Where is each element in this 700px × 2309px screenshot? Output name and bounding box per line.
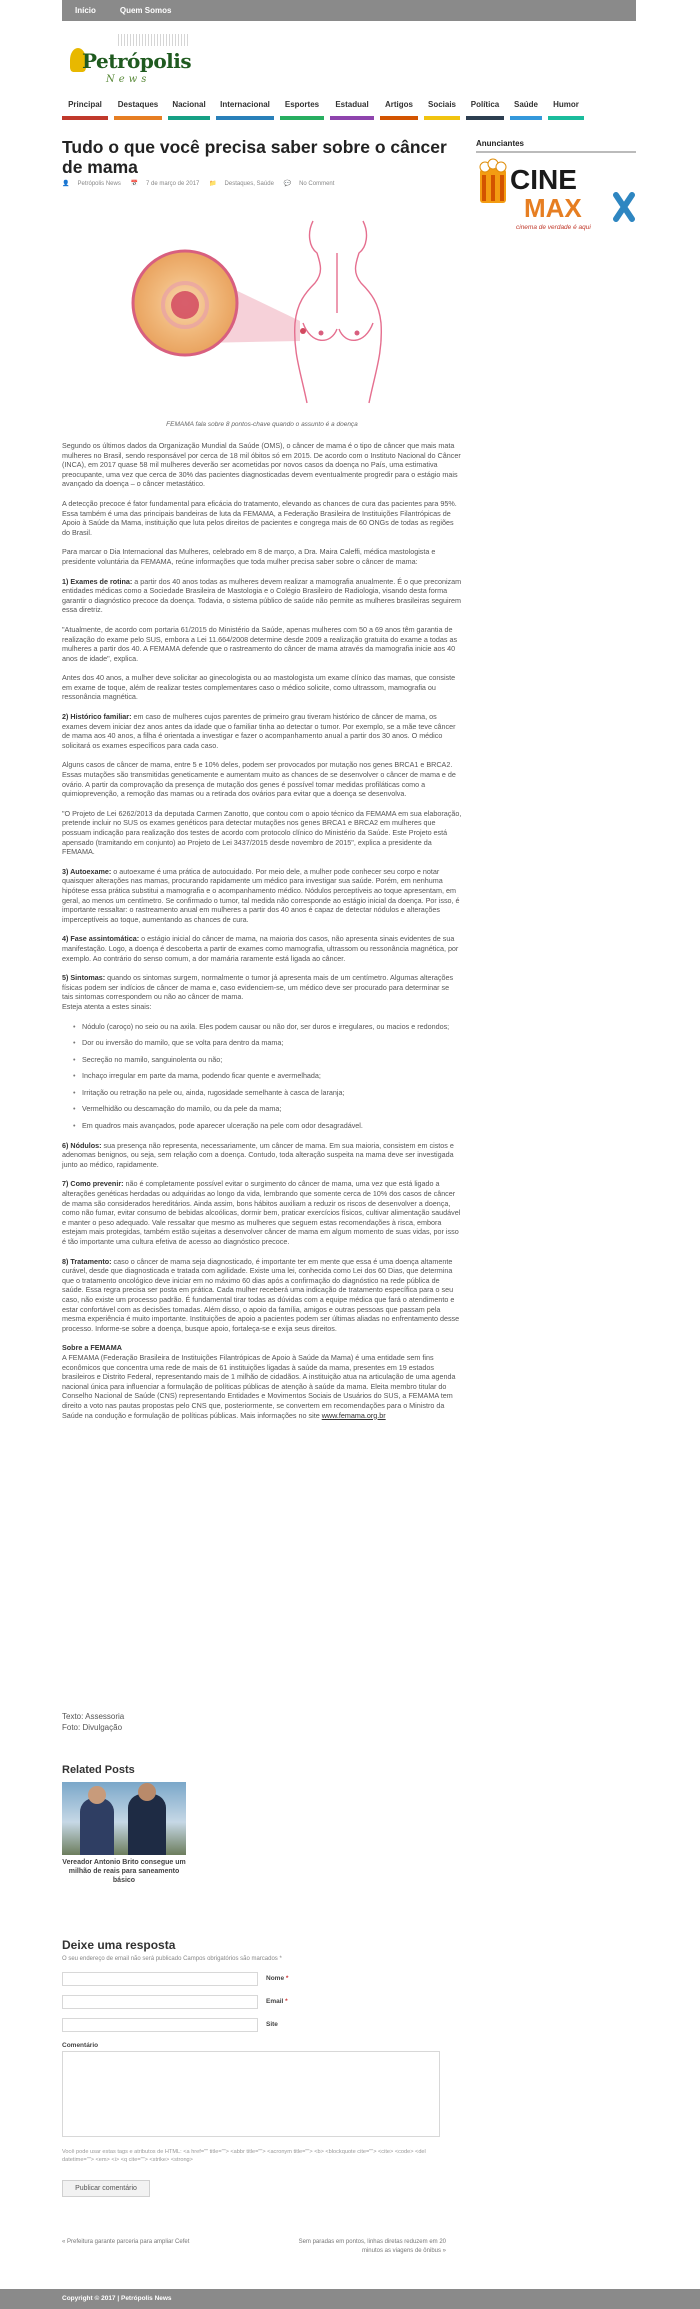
site-field[interactable] bbox=[62, 2018, 258, 2032]
name-label: Nome * bbox=[266, 1975, 289, 1982]
section-text: a partir dos 40 anos todas as mulheres devem realizar a mamografia anualmente. É o que preconizam entidades médicas como a Sociedade Brasileira de Mastologia e o Colégio Brasileiro de Radiologia, visando desta forma garantir o diagnóstico precoce da doença. Todavia, o sistema público de saúde não permite as mulheres brasileiras seguirem essa diretriz. bbox=[62, 576, 462, 615]
section-7 bbox=[62, 1179, 462, 1246]
list-item: • Nódulo (caroço) no seio ou na axila. Eles podem causar ou não dor, ser duros e irregulares, ou macios e redondos; bbox=[82, 1022, 462, 1032]
list-item: • Em quadros mais avançados, pode aparecer ulceração na pele com odor desagradável. bbox=[82, 1121, 462, 1131]
list-item: • Irritação ou retração na pele ou, ainda, rugosidade semelhante à casca de laranja; bbox=[82, 1088, 462, 1098]
section-text: o estágio inicial do câncer de mama, na maioria dos casos, não apresenta sinais evidentes de sua manifestação. Logo, a doença é descoberta a partir de exames como mamografia, ultrassom ou ressonância magnética, por exemplo. Ao contrário do senso comum, a dor mamária raramente está ligada ao câncer. bbox=[62, 934, 459, 963]
list-item: • Secreção no mamilo, sanguinolenta ou não; bbox=[82, 1055, 462, 1065]
sidebar-divider bbox=[476, 151, 636, 153]
article-body bbox=[62, 441, 462, 1430]
email-field[interactable] bbox=[62, 1995, 258, 2009]
footer-copyright: Copyright © 2017 | Petrópolis News bbox=[62, 2295, 172, 2302]
body-outline bbox=[295, 221, 382, 403]
nav-item-internacional[interactable]: Internacional bbox=[216, 98, 274, 120]
section-text: não é completamente possível evitar o surgimento do câncer de mama, uma vez que está ligado a alterações genéticas herdadas ou adquiridas ao longo da vida, lembrando que somente cerca de 10% dos casos de câncer de mama são considerados hereditários. Ainda assim, bons hábitos auxiliam a reduzir os riscos de desenvolver a doença, como não fumar, evitar consumo de bebidas alcoólicas, dormir bem, praticar exercícios físicos, cultivar alimentação saudável e manter o peso adequado. Vale ressaltar que mesmo as mulheres que seguem estas recomendações à risca, embora estejam mais protegidas, também estão sujeitas a desenvolver câncer de mama em algum momento de suas vidas, por isso é tão importante uma cultura efetiva de acesso ao diagnóstico precoce. bbox=[62, 1179, 461, 1246]
article-meta bbox=[62, 180, 342, 189]
ad-tagline: cinema de verdade é aqui bbox=[516, 224, 591, 231]
list-intro: Esteja atenta a estes sinais: bbox=[62, 1001, 152, 1011]
credit-text: Texto: Assessoria bbox=[62, 1712, 125, 1721]
section-text: em caso de mulheres cujos parentes de primeiro grau tiveram histórico de câncer de mama, os exames devem iniciar dez anos antes da idade que o familiar tinha ao detectar o tumor. Por exemplo, se a mãe teve câncer de mama aos 40 anos, a filha é orientada a investigar e fazer o acompanhamento anual a partir dos 30 anos. O médico solicitará os exames específicos para cada caso. bbox=[62, 712, 456, 750]
section-8 bbox=[62, 1257, 462, 1334]
related-post-title[interactable]: Vereador Antonio Brito consegue um milhão de reais para saneamento básico bbox=[62, 1859, 186, 1884]
section-5 bbox=[62, 973, 462, 1002]
main-navigation bbox=[62, 98, 636, 120]
section-6 bbox=[62, 1141, 462, 1170]
list-item: • Dor ou inversão do mamilo, que se volta para dentro da mama; bbox=[82, 1038, 462, 1048]
name-field[interactable] bbox=[62, 1972, 258, 1986]
section-heading: 2) Histórico familiar: bbox=[62, 712, 132, 722]
article-title: Tudo o que você precisa saber sobre o câncer de mama bbox=[62, 137, 447, 177]
list-item: • Vermelhidão ou descamação do mamilo, ou da pele da mama; bbox=[82, 1104, 462, 1114]
next-post-link[interactable]: Sem paradas em pontos, linhas diretas reduzem em 20 minutos as viagens de ônibus » bbox=[298, 2239, 446, 2254]
section-3 bbox=[62, 867, 462, 925]
nav-item-esportes[interactable]: Esportes bbox=[280, 98, 324, 120]
section-1 bbox=[62, 577, 462, 615]
top-link-inicio[interactable]: Início bbox=[75, 6, 96, 15]
site-label: Site bbox=[266, 2021, 278, 2028]
quote: "Atualmente, de acordo com portaria 61/2015 do Ministério da Saúde, apenas mulheres com 50 a 69 anos têm garantia de realização do exame pelo SUS, embora a Lei 11.664/2008 determine desde 2009 a realização gratuita do exame a todas as mulheres a partir dos 40. A FEMAMA defende que o rastreamento do câncer de mama através da mamografia inicie aos 40 anos de idade", explica. bbox=[62, 624, 458, 663]
paragraph: Para marcar o Dia Internacional das Mulheres, celebrado em 8 de março, a Dra. Maira Caleffi, médica mastologista e presidente voluntária da FEMAMA, reúne informações que toda mulher precisa saber sobre o câncer de mama: bbox=[62, 547, 436, 566]
section-heading: 4) Fase assintomática: bbox=[62, 934, 140, 944]
tumor-shape bbox=[171, 291, 199, 319]
nav-item-humor[interactable]: Humor bbox=[548, 98, 584, 120]
section-heading: 5) Sintomas: bbox=[62, 973, 106, 983]
logo-barcode-decoration bbox=[118, 34, 190, 46]
section-heading: 8) Tratamento: bbox=[62, 1256, 112, 1266]
submit-comment-button[interactable]: Publicar comentário bbox=[62, 2180, 150, 2197]
nav-item-estadual[interactable]: Estadual bbox=[330, 98, 374, 120]
section-text: sua presença não representa, necessariamente, um câncer de mama. Em sua maioria, consistem em cistos e adenomas benignos, ou seja, sem relação com a doença. Contudo, toda alteração suspeita na mama deve ser investigada junto ao médico, rapidamente. bbox=[62, 1140, 454, 1169]
comment-textarea[interactable] bbox=[62, 2051, 440, 2137]
sidebar-heading: Anunciantes bbox=[476, 139, 525, 148]
article-categories[interactable]: Destaques, Saúde bbox=[224, 181, 274, 187]
site-logo[interactable] bbox=[70, 30, 200, 88]
reply-note: O seu endereço de email não será publicado Campos obrigatórios são marcados * bbox=[62, 1956, 282, 1962]
section-heading: 3) Autoexame: bbox=[62, 866, 112, 876]
paragraph: Alguns casos de câncer de mama, entre 5 e 10% deles, podem ser provocados por mutação nos genes BRCA1 e BRCA2. Essas mutações são transmitidas geneticamente e aumentam muito as chances de se desenvolver o câncer de mama e de ovário. A partir da comprovação da presença de mutação dos genes é possível tomar medidas profiláticas como a quimioprevenção, a remoção das mamas ou a retirada dos ovários para evitar que a doença se desenvolva. bbox=[62, 760, 456, 799]
author-icon: 👤 bbox=[62, 181, 70, 187]
previous-post-link[interactable]: « Prefeitura garante parceria para ampliar Cefet bbox=[62, 2239, 190, 2245]
article-comments[interactable]: No Comment bbox=[299, 181, 335, 187]
about-text bbox=[62, 1353, 462, 1420]
nav-item-politica[interactable]: Política bbox=[466, 98, 504, 120]
top-menu-bar bbox=[62, 0, 636, 21]
logo-wordmark: Petrópolis bbox=[82, 49, 192, 73]
section-text: caso o câncer de mama seja diagnosticado, é importante ter em mente que essa é uma doença altamente curável, desde que diagnosticada e tratada com agilidade. Existe uma lei, conhecida como Lei dos 60 Dias, que determina que o tratamento oncológico deve iniciar em no máximo 60 dias após a confirmação do diagnóstico na rede pública de saúde. Essa regra precisa ser posta em prática. Cada mulher receberá uma indicação de tratamento específica para o seu caso, não existe um processo padrão. É fundamental tirar todas as dúvidas com a equipe médica que fará o atendimento e estar confortável com as decisões tomadas. Além disso, o apoio da família, amigos e outras pessoas que passam pela mesma experiência é muito importante. Instituições de apoio a pacientes podem ser últimas aliadas no enfrentamento desse processo. Informe-se sobre a doença, busque apoio, fortaleça-se e exija seus direitos. bbox=[62, 1256, 460, 1333]
section-heading: 6) Nódulos: bbox=[62, 1140, 102, 1150]
article-credits bbox=[62, 1711, 124, 1733]
section-heading: 7) Como prevenir: bbox=[62, 1179, 124, 1189]
list-item: • Inchaço irregular em parte da mama, podendo ficar quente e avermelhada; bbox=[82, 1071, 462, 1081]
allowed-html-note: Você pode usar estas tags e atributos de HTML: <a href="" title=""> <abbr title=""> <acronym title=""> <b> <blockquote cite=""> <cite> <code> <del datetime=""> <em> <i> <q cite=""> <strike> <strong> bbox=[62, 2149, 426, 2163]
article-author[interactable]: Petrópolis News bbox=[77, 181, 121, 187]
nav-item-destaques[interactable]: Destaques bbox=[114, 98, 162, 120]
related-posts-heading: Related Posts bbox=[62, 1764, 135, 1776]
cinemax-ad-banner[interactable] bbox=[476, 155, 636, 233]
ad-line-1: CINE bbox=[510, 164, 577, 195]
image-caption: FEMAMA fala sobre 8 pontos-chave quando o assunto é a doença bbox=[166, 421, 358, 428]
section-2 bbox=[62, 712, 462, 750]
about-section bbox=[62, 1343, 462, 1353]
nav-item-saude[interactable]: Saúde bbox=[510, 98, 542, 120]
email-label-text: Email bbox=[266, 1998, 284, 2005]
about-body: A FEMAMA (Federação Brasileira de Instituições Filantrópicas de Apoio à Saúde da Mama) é uma entidade sem fins econômicos que concentra uma rede de mais de 61 instituições ligadas à saúde da mama, presentes em 19 estados brasileiros e Distrito Federal, representando mais de 1 milhão de cidadãos. A instituição atua na articulação de uma agenda nacional única para influenciar a formulação de políticas públicas de atenção à saúde da mama. Eleita membro titular do Conselho Nacional de Saúde (CNS) representando Entidades e Movimentos Sociais de Usuários do SUS, a FEMAMA tem direito a voto nas pautas propostas pelo CNS que, posteriormente, se convertem em recomendações para o Ministro da Saúde na condução e formulação de políticas públicas. Mais informações no site bbox=[62, 1352, 456, 1420]
about-heading: Sobre a FEMAMA bbox=[62, 1343, 122, 1353]
paragraph: A detecção precoce é fator fundamental para eficácia do tratamento, elevando as chances de cura das pacientes para 95%. Essa também é uma das principais bandeiras de luta da FEMAMA, a Federação Brasileira de Instituições Filantrópicas de Apoio à Saúde da Mama, instituição que luta pelos direitos de pacientes e congrega mais de 60 ONGs de todas as regiões do Brasil. bbox=[62, 498, 457, 537]
paragraph: Antes dos 40 anos, a mulher deve solicitar ao ginecologista ou ao mastologista um exame clínico das mamas, que consiste em exame de toque, além de realizar testes complementares caso o médico solicite, como ultrassom, mamografia ou ressonância magnética. bbox=[62, 673, 456, 702]
paragraph: Segundo os últimos dados da Organização Mundial da Saúde (OMS), o câncer de mama é o tipo de câncer que mais mata mulheres no Brasil, sendo responsável por cerca de 18 mil óbitos só em 2015. De acordo com o Instituto Nacional do Câncer (INCA), em 2017 quase 58 mil mulheres deverão ser acometidas por novos casos da doença no País, uma estimativa preocupante, uma vez que cerca de 30% das pacientes diagnosticadas devem eventualmente progredir para o estágio mais avançado da doença – o câncer metastático. bbox=[62, 441, 461, 489]
comment-label: Comentário bbox=[62, 2042, 99, 2049]
email-label: Email * bbox=[266, 1998, 288, 2005]
calendar-icon: 📅 bbox=[130, 181, 138, 187]
related-post-thumbnail[interactable] bbox=[62, 1782, 186, 1855]
credit-photo: Foto: Divulgação bbox=[62, 1723, 123, 1732]
logo-news: News bbox=[106, 74, 151, 85]
top-link-quem-somos[interactable]: Quem Somos bbox=[119, 6, 172, 15]
quote: "O Projeto de Lei 6262/2013 da deputada Carmen Zanotto, que contou com o apoio técnico da FEMAMA em sua elaboração, pretende incluir no SUS os exames genéticos para detectar mutações nos genes BRCA1 e BRCA2 em mulheres que possuam indicação para realização dos testes de acordo com protocolo clínico do Ministério da Saúde. Este Projeto está apensado (tramitando em conjunto) ao Projeto de Lei 3437/2015 desde novembro de 2015", explica a presidente da FEMAMA. bbox=[62, 808, 462, 857]
section-text: quando os sintomas surgem, normalmente o tumor já apresenta mais de um centímetro. Algumas alterações físicas podem ser indícios de câncer de mama e, caso evidenciem-se, um médico deve ser procurado para determinar se tais sintomas correspondem ou não ao câncer de mama. bbox=[62, 973, 454, 1002]
article-date: 7 de março de 2017 bbox=[146, 181, 200, 187]
ad-line-2: MAX bbox=[524, 193, 582, 223]
section-4 bbox=[62, 934, 462, 963]
femama-link[interactable]: www.femama.org.br bbox=[321, 1410, 386, 1420]
section-text: o autoexame é uma prática de autocuidado. Por meio dele, a mulher pode conhecer seu corpo e notar quaisquer alterações nas mamas, procurando rapidamente um médico para investigar sua saúde. Porém, em nenhuma hipótese essa prática substitui a mamografia e o acompanhamento médico. Nódulos perceptíveis ao toque apresentam, em geral, ao menos um centímetro. Se confirmado o tumor, tal medida não corresponde ao estágio inicial da doença. Por isso, é importante ressaltar: o rastreamento anual em mulheres a partir dos 40 anos é capaz de detectar nódulos e alterações imperceptíveis ao toque, aumentando as chances de cura. bbox=[62, 866, 460, 924]
nav-item-artigos[interactable]: Artigos bbox=[380, 98, 418, 120]
nav-item-sociais[interactable]: Sociais bbox=[424, 98, 460, 120]
name-label-text: Nome bbox=[266, 1975, 285, 1982]
symptom-list bbox=[82, 1022, 462, 1131]
site-footer bbox=[0, 2289, 700, 2309]
nav-item-principal[interactable]: Principal bbox=[62, 98, 108, 120]
reply-heading: Deixe uma resposta bbox=[62, 1938, 176, 1952]
section-heading: 1) Exames de rotina: bbox=[62, 576, 133, 586]
comment-icon: 💬 bbox=[283, 181, 292, 187]
article-featured-image bbox=[125, 213, 395, 413]
nav-item-nacional[interactable]: Nacional bbox=[168, 98, 210, 120]
folder-icon: 📁 bbox=[209, 181, 217, 187]
